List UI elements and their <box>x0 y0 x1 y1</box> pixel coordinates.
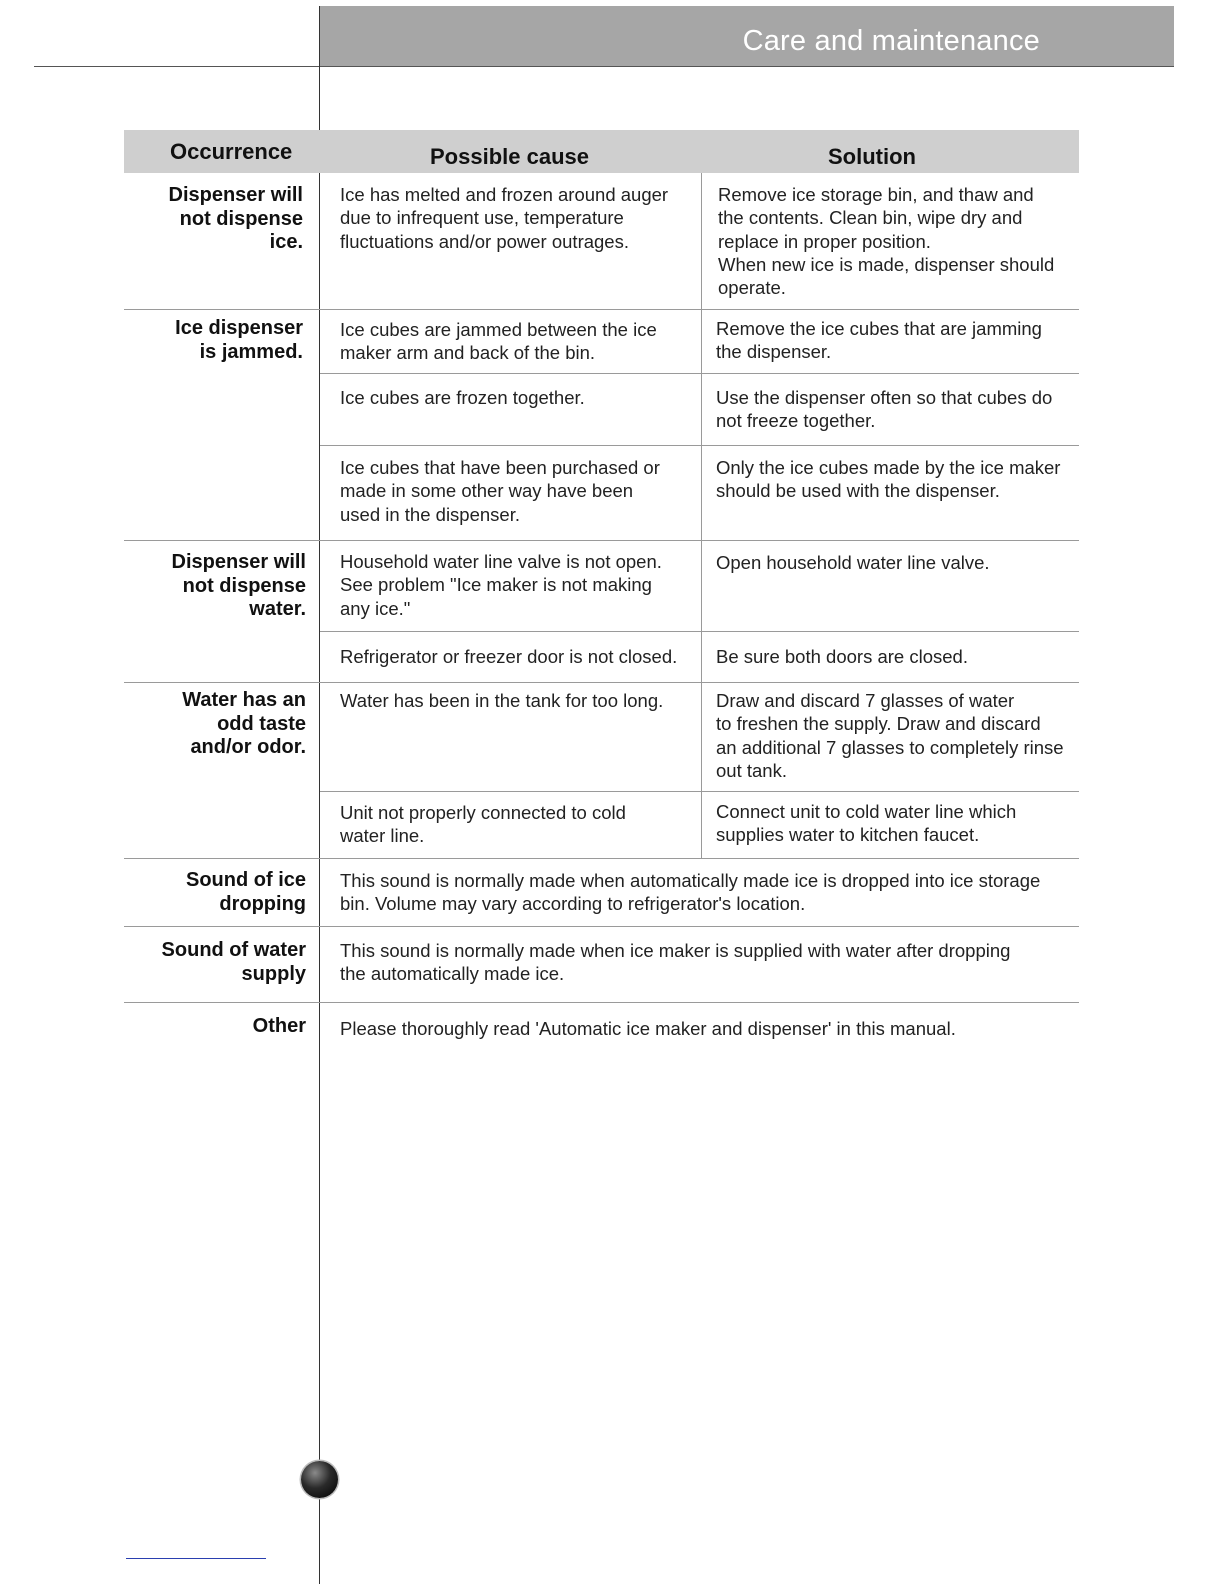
note-cell: Please thoroughly read 'Automatic ice maker and dispenser' in this manual. <box>340 1018 956 1039</box>
footer-underline <box>126 1558 266 1559</box>
table-header <box>124 130 1079 173</box>
occurrence-cell: Dispenser will not dispense ice. <box>168 184 303 253</box>
solution-cell: Open household water line valve. <box>716 552 990 573</box>
occurrence-cell: Water has an odd taste and/or odor. <box>182 689 306 758</box>
occurrence-cell: Dispenser will not dispense water. <box>171 551 306 620</box>
cause-cell: Refrigerator or freezer door is not closed. <box>340 646 678 667</box>
occurrence-cell: Ice dispenser is jammed. <box>175 317 303 363</box>
row-divider <box>124 309 1079 310</box>
cause-cell: Ice cubes are frozen together. <box>340 387 585 408</box>
cause-cell: Ice cubes that have been purchased or made in some other way have been used in the dispenser. <box>340 457 660 525</box>
solution-cell: Only the ice cubes made by the ice maker should be used with the dispenser. <box>716 457 1061 502</box>
solution-cell: Remove ice storage bin, and thaw and the contents. Clean bin, wipe dry and replace in proper position. When new ice is made, dispenser should operate. <box>718 184 1055 299</box>
column-header-solution: Solution <box>828 144 916 169</box>
solution-cell: Remove the ice cubes that are jamming the dispenser. <box>716 318 1042 363</box>
occurrence-cell: Sound of water supply <box>161 939 306 985</box>
cause-cell: Water has been in the tank for too long. <box>340 690 664 711</box>
column-divider <box>701 173 702 859</box>
page-marker-icon <box>301 1461 338 1498</box>
row-divider <box>124 1002 1079 1003</box>
occurrence-cell: Other <box>252 1015 306 1037</box>
row-divider <box>124 540 1079 541</box>
cause-cell: Household water line valve is not open. See problem "Ice maker is not making any ice." <box>340 551 662 619</box>
cause-cell: Unit not properly connected to cold water line. <box>340 802 626 847</box>
column-header-cause: Possible cause <box>430 144 589 169</box>
solution-cell: Use the dispenser often so that cubes do not freeze together. <box>716 387 1053 432</box>
row-divider <box>124 858 1079 859</box>
header-rule <box>34 66 1174 67</box>
header-band <box>320 6 1174 67</box>
subrow-divider <box>320 791 1079 792</box>
solution-cell: Connect unit to cold water line which supplies water to kitchen faucet. <box>716 801 1017 846</box>
subrow-divider <box>320 373 1079 374</box>
solution-cell: Draw and discard 7 glasses of water to freshen the supply. Draw and discard an additional 7 glasses to completely rinse out tank. <box>716 690 1064 781</box>
column-header-occurrence: Occurrence <box>170 139 293 164</box>
solution-cell: Be sure both doors are closed. <box>716 646 968 667</box>
row-divider <box>124 926 1079 927</box>
note-cell: This sound is normally made when ice maker is supplied with water after dropping the automatically made ice. <box>340 940 1011 985</box>
page-title: Care and maintenance <box>742 25 1040 57</box>
occurrence-cell: Sound of ice dropping <box>186 869 306 915</box>
cause-cell: Ice has melted and frozen around auger due to infrequent use, temperature fluctuations and/or power outrages. <box>340 184 669 252</box>
row-divider <box>124 682 1079 683</box>
margin-rule <box>319 6 320 1584</box>
subrow-divider <box>320 631 1079 632</box>
note-cell: This sound is normally made when automatically made ice is dropped into ice storage bin. Volume may vary according to refrigerator's location. <box>340 870 1041 915</box>
cause-cell: Ice cubes are jammed between the ice maker arm and back of the bin. <box>340 319 657 364</box>
subrow-divider <box>320 445 1079 446</box>
